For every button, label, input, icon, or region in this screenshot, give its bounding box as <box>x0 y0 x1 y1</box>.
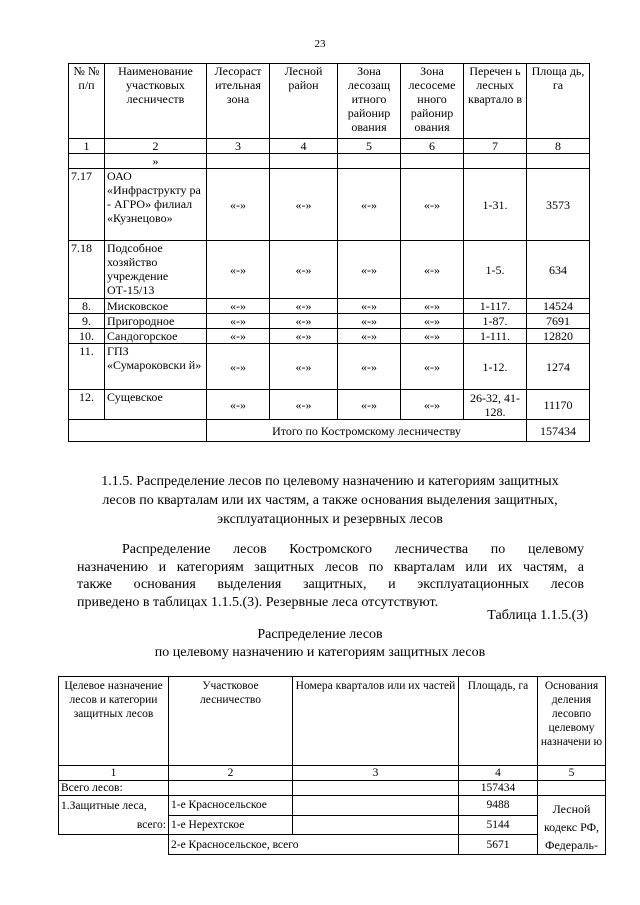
body-paragraph <box>77 541 584 611</box>
header-quarters: Номера кварталов или их частей <box>293 677 459 766</box>
cell: «-» <box>270 241 338 299</box>
heading-line: 1.1.5. Распределение лесов по целевому назначению и категориям защитных <box>101 474 559 489</box>
column-number-row <box>59 766 606 781</box>
row-name: Пригородное <box>105 314 207 329</box>
header-zone: Лесораст ительная зона <box>207 64 270 139</box>
row-num: 7.17 <box>69 169 105 241</box>
cell: «-» <box>401 241 464 299</box>
continuation-mark: » <box>105 154 207 169</box>
table-row <box>69 241 590 299</box>
col-number: 3 <box>207 139 270 154</box>
cell: «-» <box>270 344 338 390</box>
header-area: Площадь, га <box>459 677 538 766</box>
column-number-row <box>69 139 590 154</box>
row-num: 10. <box>69 329 105 344</box>
cell: «-» <box>207 169 270 241</box>
basis-cell: Лесной кодекс РФ, Федераль- <box>538 796 606 855</box>
table-header-row <box>59 677 606 766</box>
header-name: Наименование участковых лесничеств <box>105 64 207 139</box>
table-row <box>69 169 590 241</box>
table-row <box>69 299 590 314</box>
col-number: 3 <box>293 766 459 781</box>
col-number: 7 <box>464 139 527 154</box>
cell: «-» <box>207 314 270 329</box>
cell: «-» <box>270 390 338 420</box>
page-number: 23 <box>314 38 326 50</box>
cell: 3573 <box>527 169 590 241</box>
table-row <box>69 314 590 329</box>
table-row <box>69 344 590 390</box>
cell: «-» <box>270 329 338 344</box>
row-num: 8. <box>69 299 105 314</box>
cell: 1274 <box>527 344 590 390</box>
cell: 1-5. <box>464 241 527 299</box>
cell: «-» <box>270 299 338 314</box>
col-number: 8 <box>527 139 590 154</box>
cell: 26-32, 41-128. <box>464 390 527 420</box>
cell: «-» <box>207 241 270 299</box>
cell: «-» <box>338 299 401 314</box>
paragraph-line: назначению и категориям защитных лесов по кварталам или их частям, а <box>77 559 584 575</box>
header-protection-zone: Зона лесозащ итного районир ования <box>338 64 401 139</box>
cell: «-» <box>270 314 338 329</box>
row-num: 11. <box>69 344 105 390</box>
cell: 1-111. <box>464 329 527 344</box>
header-region: Лесной район <box>270 64 338 139</box>
table-row <box>59 815 606 835</box>
row-name: Подсобное хозяйство учреждение ОТ-15/13 <box>105 241 207 299</box>
row-forestry: 2-е Красносельское, всего <box>169 835 459 855</box>
continuation-row <box>69 154 590 169</box>
col-number: 1 <box>59 766 169 781</box>
col-number: 6 <box>401 139 464 154</box>
cell: 12820 <box>527 329 590 344</box>
cell: «-» <box>207 329 270 344</box>
total-label: Всего лесов: <box>59 781 169 796</box>
cell: «-» <box>338 344 401 390</box>
cell: «-» <box>338 329 401 344</box>
row-name: Мисковское <box>105 299 207 314</box>
row-name: Сандогорское <box>105 329 207 344</box>
cell: 1-117. <box>464 299 527 314</box>
cell: «-» <box>401 299 464 314</box>
total-label: Итого по Костромскому лесничеству <box>207 420 527 442</box>
group-label: всего: <box>59 815 169 835</box>
cell: 14524 <box>527 299 590 314</box>
cell: «-» <box>270 169 338 241</box>
row-name: ГПЗ «Сумароковски й» <box>105 344 207 390</box>
cell: «-» <box>338 169 401 241</box>
paragraph-line: приведено в таблицах 1.1.5.(3). Резервные леса отсутствуют. <box>77 594 439 610</box>
row-num: 12. <box>69 390 105 420</box>
header-purpose: Целевое назначение лесов и категории защитных лесов <box>59 677 169 766</box>
heading-line: лесов по кварталам или их частям, а также основания выделения защитных, <box>102 493 558 508</box>
cell: 7691 <box>527 314 590 329</box>
header-quarters: Перечен ь лесных кварталo в <box>464 64 527 139</box>
row-forestry: 1-е Нерехтское <box>169 815 293 835</box>
table-header-row <box>69 64 590 139</box>
col-number: 4 <box>459 766 538 781</box>
header-seed-zone: Зона лесосеме нного районир ования <box>401 64 464 139</box>
row-num: 7.18 <box>69 241 105 299</box>
col-number: 5 <box>538 766 606 781</box>
cell: «-» <box>401 329 464 344</box>
heading-line: эксплуатационных и резервных лесов <box>217 512 443 527</box>
col-number: 2 <box>105 139 207 154</box>
forestry-zones-table <box>68 63 590 442</box>
table-subtitle: по целевому назначению и категориям защитных лесов <box>154 645 486 660</box>
total-value: 157434 <box>527 420 590 442</box>
table-row <box>69 390 590 420</box>
table-row <box>69 329 590 344</box>
cell: «-» <box>401 390 464 420</box>
section-heading <box>70 472 590 529</box>
cell: «-» <box>207 390 270 420</box>
header-area: Площа дь, га <box>527 64 590 139</box>
col-number: 4 <box>270 139 338 154</box>
cell: «-» <box>207 344 270 390</box>
table-row <box>59 835 606 855</box>
header-basis: Основания деления лесовпо целевому назначени ю <box>538 677 606 766</box>
col-number: 1 <box>69 139 105 154</box>
cell: «-» <box>338 241 401 299</box>
table-title: Распределение лесов <box>257 627 383 642</box>
total-row <box>59 781 606 796</box>
cell: 634 <box>527 241 590 299</box>
cell: «-» <box>338 390 401 420</box>
paragraph-line: Распределение лесов Костромского лесничества по целевому <box>122 542 584 557</box>
cell: «-» <box>338 314 401 329</box>
header-num: № № п/п <box>69 64 105 139</box>
total-row <box>69 420 590 442</box>
row-name: ОАО «Инфраструкту ра - АГРО» филиал «Кузнецово» <box>105 169 207 241</box>
col-number: 5 <box>338 139 401 154</box>
col-number: 2 <box>169 766 293 781</box>
forest-distribution-table <box>58 676 606 855</box>
cell: 11170 <box>527 390 590 420</box>
row-name: Сущевское <box>105 390 207 420</box>
table-row <box>59 796 606 816</box>
cell: «-» <box>401 314 464 329</box>
cell: 1-31. <box>464 169 527 241</box>
row-num: 9. <box>69 314 105 329</box>
cell: «-» <box>401 344 464 390</box>
cell: «-» <box>207 299 270 314</box>
table-number: Таблица 1.1.5.(3) <box>487 608 588 623</box>
row-area: 5671 <box>459 835 538 855</box>
cell: «-» <box>401 169 464 241</box>
row-forestry: 1-е Красносельское <box>169 796 293 816</box>
total-value: 157434 <box>459 781 538 796</box>
paragraph-line: также основания выделения защитных, и эксплуатационных лесов <box>77 577 584 593</box>
row-area: 5144 <box>459 815 538 835</box>
group-label: 1.Защитные леса, <box>59 796 169 816</box>
cell: 1-12. <box>464 344 527 390</box>
header-forestry: Участковое лесничество <box>169 677 293 766</box>
row-area: 9488 <box>459 796 538 816</box>
cell: 1-87. <box>464 314 527 329</box>
